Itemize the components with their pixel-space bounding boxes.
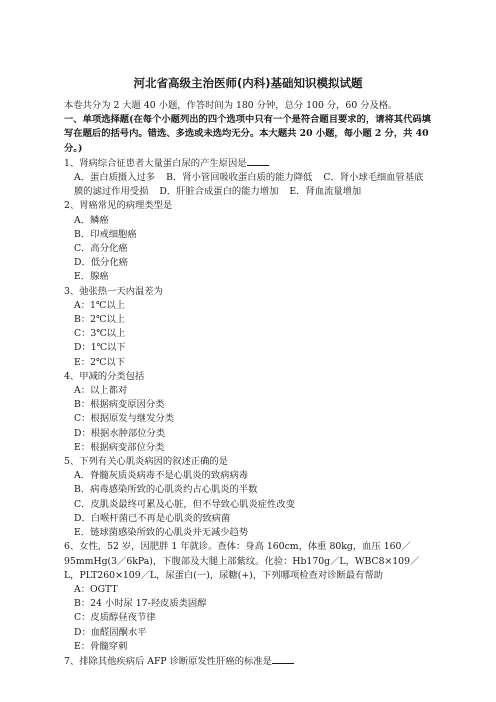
question-1 <box>64 156 432 171</box>
option-d: D：血醛固酮水平 <box>74 626 147 638</box>
question-4: 4、甲减的分类包括 <box>64 370 145 382</box>
option-c: C．高分化癌 <box>74 243 128 255</box>
question-7 <box>64 654 432 669</box>
question-2: 2、胃癌常见的病理类型是 <box>64 200 173 212</box>
option-d: D．肝脏合成蛋白的能力增加 <box>159 186 279 198</box>
option-a: A：以上都对 <box>74 385 128 397</box>
option-a: A：1℃以上 <box>74 299 125 311</box>
option-b: B：2℃以上 <box>74 314 126 326</box>
option-a: A．鳞癌 <box>74 214 109 226</box>
option-c: C．肾小球毛细血管基底膜的滤过作用受损 <box>74 172 424 198</box>
question-1-options <box>64 171 432 199</box>
option-a: A．脊髓灰质炎病毒不是心肌炎的致病病毒 <box>74 470 249 482</box>
option-a: A．蛋白质摄入过多 <box>74 172 156 184</box>
option-e: E：根据病变部位分类 <box>74 441 165 453</box>
option-c: C：皮质醇昼夜节律 <box>74 612 156 624</box>
question-5: 5、下列有关心肌炎病因的叙述正确的是 <box>64 456 228 468</box>
answer-blank <box>272 654 294 664</box>
option-b: B：根据病变原因分类 <box>74 399 165 411</box>
question-stem: 1、肾病综合征患者大量蛋白尿的产生原因是 <box>64 157 247 169</box>
question-3: 3、弛张热一天内温差为 <box>64 285 163 297</box>
question-6: 6、女性，52 岁，因肥胖 1 年就诊。查体：身高 160cm，体重 80kg，血压 160／95mmHg(3／6kPa)，下腹部及大腿上部紫纹。化验：Hb170g／L，WBC8×109／L，PLT260×109／L，尿蛋白(一)，尿糖(+)，下列哪项检查对诊断最有帮助 <box>64 541 420 581</box>
option-e: E．腺癌 <box>74 271 109 283</box>
option-d: D．低分化癌 <box>74 257 128 269</box>
option-e: E．肾血流量增加 <box>289 186 362 198</box>
option-c: C：3℃以上 <box>74 328 126 340</box>
option-d: D：根据水肿部位分类 <box>74 427 166 439</box>
option-b: B．肾小管回吸收蛋白质的能力降低 <box>166 172 313 184</box>
option-e: E：2℃以下 <box>74 356 125 368</box>
option-c: C：根据原发与继发分类 <box>74 413 175 425</box>
option-e: E：骨髓穿刺 <box>74 640 128 652</box>
answer-blank <box>247 156 269 166</box>
option-a: A：OGTT <box>74 583 118 595</box>
page-title: 河北省高级主治医师(内科)基础知识模拟试题 <box>133 76 363 90</box>
option-c: C．皮肌炎最终可累及心脏，但不导致心肌炎症性改变 <box>74 498 295 510</box>
option-e: E．链球菌感染所致的心肌炎并无减少趋势 <box>74 527 249 539</box>
exam-intro: 本卷共分为 2 大题 40 小题，作答时间为 180 分钟，总分 100 分，60 分及格。 <box>64 100 398 111</box>
option-d: D：1℃以下 <box>74 342 126 354</box>
option-d: D．白喉杆菌已不再是心肌炎的致病菌 <box>74 512 231 524</box>
option-b: B．印戒细胞癌 <box>74 228 137 240</box>
section-heading: 一、单项选择题(在每个小题列出的四个选项中只有一个是符合题目要求的，请将其代码填写在题后的括号内。错选、多选或未选均无分。本大题共 20 小题，每小题 2 分，共 40 分。) <box>64 114 431 154</box>
question-stem: 7、排除其他疾病后 AFP 诊断原发性肝癌的标准是 <box>64 655 272 667</box>
option-b: B．病毒感染所致的心肌炎约占心肌炎的半数 <box>74 484 258 496</box>
option-b: B：24 小时尿 17-羟皮质类固醇 <box>74 598 207 610</box>
